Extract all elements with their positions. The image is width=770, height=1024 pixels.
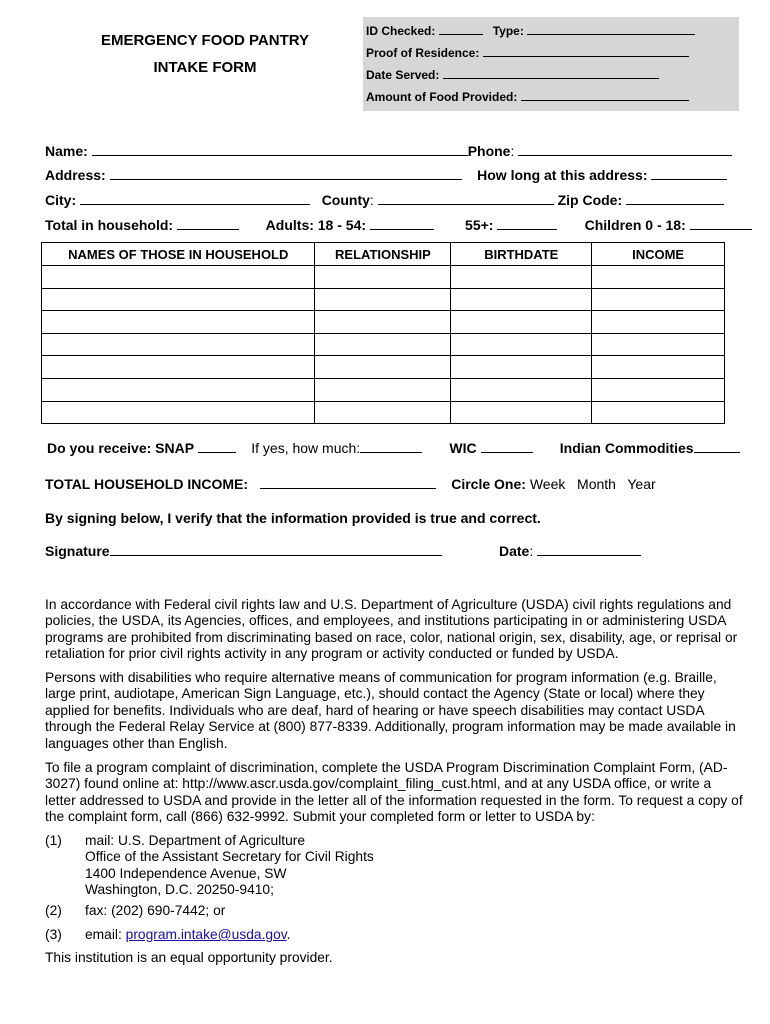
table-cell[interactable]	[592, 333, 725, 356]
table-cell[interactable]	[42, 378, 315, 401]
table-cell[interactable]	[592, 356, 725, 379]
item1-line3: 1400 Independence Avenue, SW	[85, 865, 287, 881]
col-relationship: RELATIONSHIP	[315, 243, 451, 266]
address-row	[45, 167, 727, 183]
county-blank[interactable]	[378, 192, 554, 205]
type-blank[interactable]	[527, 22, 695, 35]
table-cell[interactable]	[315, 378, 451, 401]
item3-prefix: email:	[85, 927, 126, 942]
snap-blank[interactable]	[198, 440, 236, 453]
city-label: City:	[45, 192, 77, 208]
date-served-label: Date Served:	[366, 68, 440, 82]
amount-of-food-label: Amount of Food Provided:	[366, 90, 518, 104]
item1-text	[85, 833, 685, 899]
id-checked-label: ID Checked:	[366, 24, 436, 38]
table-cell[interactable]	[451, 311, 592, 334]
table-cell[interactable]	[42, 356, 315, 379]
item2-text: fax: (202) 690-7442; or	[85, 903, 226, 918]
children-blank[interactable]	[690, 217, 752, 230]
table-cell[interactable]	[451, 266, 592, 289]
amount-row	[366, 88, 689, 104]
table-row	[42, 288, 725, 311]
form-title-line1: EMERGENCY FOOD PANTRY	[100, 32, 310, 49]
table-cell[interactable]	[315, 401, 451, 424]
item3-number: (3)	[45, 927, 62, 942]
proof-of-residence-label: Proof of Residence:	[366, 46, 480, 60]
how-long-blank[interactable]	[651, 167, 727, 180]
zip-label: Zip Code:	[557, 192, 623, 208]
name-label: Name:	[45, 143, 88, 159]
table-cell[interactable]	[315, 356, 451, 379]
benefits-row	[47, 440, 740, 456]
item3-suffix: .	[286, 927, 291, 942]
indian-commodities-label: Indian Commodities	[559, 440, 694, 456]
proof-row	[366, 44, 689, 60]
date-colon: :	[529, 543, 534, 559]
item1-line4: Washington, D.C. 20250-9410;	[85, 882, 274, 898]
usda-email-link[interactable]: program.intake@usda.gov	[125, 927, 287, 942]
table-cell[interactable]	[42, 401, 315, 424]
date-blank[interactable]	[537, 543, 641, 556]
indian-commodities-blank[interactable]	[694, 440, 740, 453]
col-names: NAMES OF THOSE IN HOUSEHOLD	[42, 243, 315, 266]
item1-line2: Office of the Assistant Secretary for Civil Rights	[85, 849, 374, 865]
table-row	[42, 311, 725, 334]
table-cell[interactable]	[42, 266, 315, 289]
item1-line1: mail: U.S. Department of Agriculture	[85, 833, 306, 848]
proof-of-residence-blank[interactable]	[483, 44, 689, 57]
table-cell[interactable]	[451, 356, 592, 379]
col-birthdate: BIRTHDATE	[451, 243, 592, 266]
total-income-label: TOTAL HOUSEHOLD INCOME:	[45, 476, 248, 492]
city-row	[45, 192, 724, 208]
table-row	[42, 401, 725, 424]
income-row	[45, 476, 656, 492]
date-served-blank[interactable]	[443, 66, 659, 79]
phone-colon: :	[510, 143, 515, 159]
table-cell[interactable]	[592, 266, 725, 289]
form-title-line2: INTAKE FORM	[153, 59, 257, 76]
table-cell[interactable]	[592, 311, 725, 334]
notice-paragraph-2: Persons with disabilities who require alternative means of communication for program information (e.g. Braille, large print, audiotape, American Sign Language, etc.), should contact the Agency (State or local) where they applied for benefits. Individuals who are deaf, hard of hearing or have speech disabilities may contact USDA through the Federal Relay Service at (800) 877-8339. Additionally, program information may be made available in languages other than English.	[45, 670, 736, 751]
total-income-blank[interactable]	[260, 476, 436, 489]
if-yes-label: If yes, how much:	[251, 440, 361, 456]
household-table-header	[42, 243, 725, 266]
wic-blank[interactable]	[481, 440, 533, 453]
household-table	[41, 242, 725, 424]
type-label: Type:	[492, 24, 524, 38]
children-label: Children 0 - 18:	[584, 217, 686, 233]
address-blank[interactable]	[110, 167, 462, 180]
col-income: INCOME	[592, 243, 725, 266]
county-colon: :	[369, 192, 374, 208]
age55-blank[interactable]	[497, 217, 557, 230]
signature-row	[45, 543, 442, 559]
signature-blank[interactable]	[110, 543, 442, 556]
household-count-row	[45, 217, 752, 233]
total-household-label: Total in household:	[45, 217, 174, 233]
table-cell[interactable]	[451, 333, 592, 356]
notice-paragraph-1: In accordance with Federal civil rights law and U.S. Department of Agriculture (USDA) civil rights regulations and policies, the USDA, its Agencies, offices, and employees, and institutions participating in or administering USDA programs are prohibited from discriminating based on race, color, national origin, sex, disability, age, or reprisal or retaliation for prior civil rights activity in any program or activity conducted or funded by USDA.	[45, 597, 738, 662]
zip-blank[interactable]	[626, 192, 724, 205]
signature-label: Signature	[45, 543, 110, 559]
table-cell[interactable]	[451, 378, 592, 401]
table-cell[interactable]	[592, 401, 725, 424]
item2-number: (2)	[45, 903, 62, 918]
table-cell[interactable]	[315, 311, 451, 334]
item1-number: (1)	[45, 833, 62, 848]
date-label: Date	[499, 543, 530, 559]
phone-blank[interactable]	[518, 143, 732, 156]
table-cell[interactable]	[592, 288, 725, 311]
item3-text	[85, 927, 685, 943]
date-served-row	[366, 66, 659, 82]
how-long-label: How long at this address:	[477, 167, 648, 183]
total-household-blank[interactable]	[177, 217, 239, 230]
adults-label: Adults: 18 - 54:	[265, 217, 367, 233]
snap-label: Do you receive: SNAP	[47, 440, 194, 456]
table-cell[interactable]	[42, 311, 315, 334]
table-row	[42, 356, 725, 379]
table-cell[interactable]	[315, 288, 451, 311]
table-cell[interactable]	[315, 266, 451, 289]
table-row	[42, 378, 725, 401]
wic-label: WIC	[449, 440, 477, 456]
table-cell[interactable]	[451, 401, 592, 424]
if-yes-blank[interactable]	[360, 440, 422, 453]
name-row	[45, 143, 732, 159]
city-blank[interactable]	[80, 192, 310, 205]
age55-label: 55+:	[465, 217, 494, 233]
county-label: County	[321, 192, 370, 208]
phone-label: Phone	[467, 143, 511, 159]
address-label: Address:	[45, 167, 106, 183]
name-blank[interactable]	[92, 143, 468, 156]
amount-of-food-blank[interactable]	[521, 88, 689, 101]
circle-one-label: Circle One:	[451, 476, 526, 492]
table-row	[42, 333, 725, 356]
table-row	[42, 266, 725, 289]
equal-opportunity-statement: This institution is an equal opportunity provider.	[45, 950, 333, 965]
income-period-options[interactable]: Week Month Year	[529, 476, 656, 492]
adults-blank[interactable]	[370, 217, 434, 230]
verify-statement: By signing below, I verify that the information provided is true and correct.	[45, 510, 541, 526]
id-checked-blank[interactable]	[439, 22, 483, 35]
table-cell[interactable]	[42, 288, 315, 311]
date-row	[499, 543, 641, 559]
table-cell[interactable]	[315, 333, 451, 356]
id-checked-row	[366, 22, 695, 38]
table-cell[interactable]	[592, 378, 725, 401]
notice-paragraph-3: To file a program complaint of discrimination, complete the USDA Program Discrimination Complaint Form, (AD-3027) found online at: http://www.ascr.usda.gov/complaint_filing_cust.html, and at any USDA office, or write a letter addressed to USDA and provide in the letter all of the information requested in the form. To request a copy of the complaint form, call (866) 632-9992. Submit your completed form or letter to USDA by:	[45, 760, 743, 825]
table-cell[interactable]	[42, 333, 315, 356]
table-cell[interactable]	[451, 288, 592, 311]
